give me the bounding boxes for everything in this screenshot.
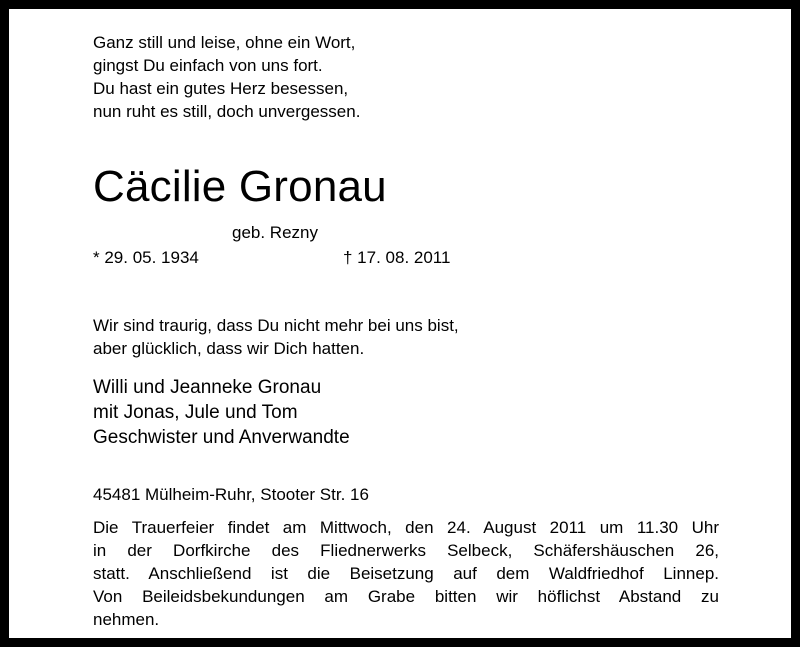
poem-line: Ganz still und leise, ohne ein Wort, [93,33,356,52]
notice-line: in der Dorfkirche des Fliednerwerks Selbeck, Schäfershäuschen 26, [93,541,719,560]
quote [93,314,459,360]
poem [93,31,360,123]
family-line: Geschwister und Anverwandte [93,427,350,448]
family-line: Willi und Jeanneke Gronau [93,377,322,398]
poem-line: nun ruht es still, doch unvergessen. [93,102,361,121]
address: 45481 Mülheim-Ruhr, Stooter Str. 16 [93,485,369,504]
funeral-notice [93,516,719,631]
obituary-card [9,9,791,638]
family-line: mit Jonas, Jule und Tom [93,402,298,423]
birth-date: * 29. 05. 1934 [93,248,199,267]
notice-line: Die Trauerfeier findet am Mittwoch, den 24. August 2011 um 11.30 Uhr [93,518,719,537]
notice-line: Von Beileidsbekundungen am Grabe bitten wir höflichst Abstand zu [93,587,719,606]
quote-line: Wir sind traurig, dass Du nicht mehr bei uns bist, [93,316,459,335]
family-signatures [93,375,350,450]
poem-line: Du hast ein gutes Herz besessen, [93,79,349,98]
poem-line: gingst Du einfach von uns fort. [93,56,323,75]
notice-line: statt. Anschließend ist die Beisetzung auf dem Waldfriedhof Linnep. [93,564,719,583]
notice-line: nehmen. [93,610,160,629]
deceased-name: Cäcilie Gronau [93,162,387,211]
quote-line: aber glücklich, dass wir Dich hatten. [93,339,365,358]
born-name: geb. Rezny [232,223,318,242]
death-date: † 17. 08. 2011 [343,248,451,267]
